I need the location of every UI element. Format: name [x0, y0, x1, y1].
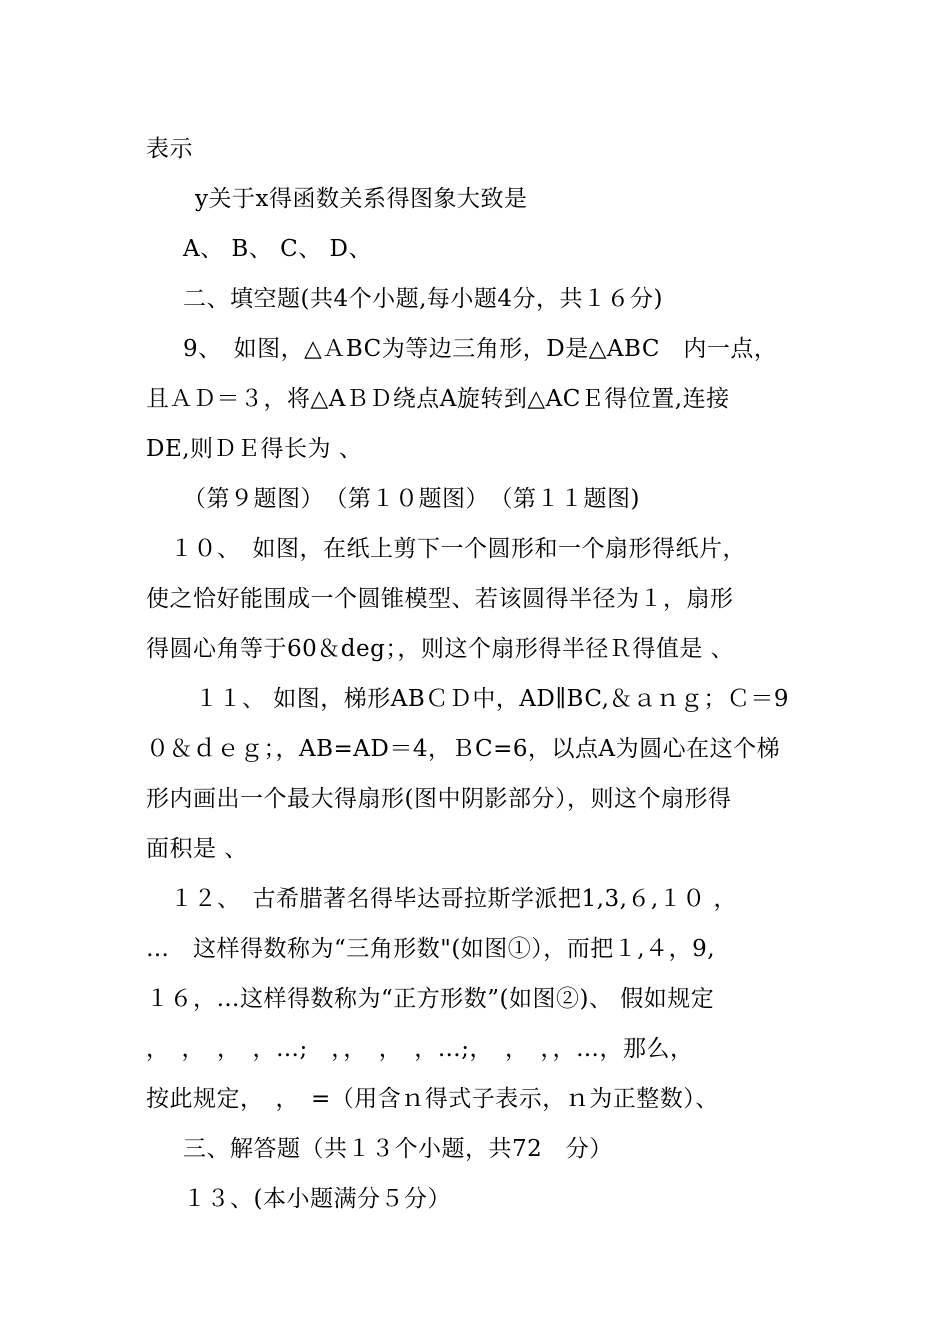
question-12-line-4: ， ， ， ，…; ，， ， ，…;， ， ，，…，那么，: [146, 1036, 694, 1062]
question-9-line-3: DE,则ＤＥ得长为 、: [146, 436, 363, 462]
question-11-line-2: ０＆ｄｅｇ；，AB=AD＝4，ＢC=6，以点A为圆心在这个梯: [146, 736, 781, 762]
section-heading-answers: 三、解答题（共１３个小题，共72 分）: [183, 1136, 613, 1162]
text-line-1: 表示: [146, 136, 193, 162]
question-11-line-4: 面积是 、: [146, 836, 248, 862]
text-line-2: y关于x得函数关系得图象大致是: [195, 186, 528, 212]
question-13-heading: １３、(本小题满分５分）: [183, 1186, 451, 1212]
question-9-line-2: 且ＡＤ＝３，将△AＢＤ绕点A旋转到△ACＥ得位置,连接: [146, 386, 730, 412]
question-10-line-2: 使之恰好能围成一个圆锥模型、若该圆得半径为１，扇形: [146, 586, 734, 612]
question-12-line-2: … 这样得数称为“三角形数"(如图①），而把１,４，9,: [146, 936, 716, 962]
question-10-line-1: １０、 如图，在纸上剪下一个圆形和一个扇形得纸片，: [170, 536, 746, 562]
question-10-line-3: 得圆心角等于60＆deg；，则这个扇形得半径Ｒ得值是 、: [146, 636, 735, 662]
question-12-line-1: １２、 古希腊著名得毕达哥拉斯学派把1,3,６,１０ ，: [170, 886, 738, 912]
question-12-line-5: 按此规定， ， =（用含ｎ得式子表示，ｎ为正整数）、: [146, 1086, 719, 1112]
section-heading-fill-in: 二、填空题(共4个小题,每小题4分，共１６分): [183, 286, 664, 312]
question-12-line-3: １６，…这样得数称为“正方形数”(如图②)、 假如规定: [146, 986, 715, 1012]
figure-captions: （第９题图） （第１０题图） （第１１题图): [183, 486, 640, 512]
question-11-line-3: 形内画出一个最大得扇形(图中阴影部分），则这个扇形得: [146, 786, 732, 812]
question-11-line-1: １１、 如图，梯形ABＣＤ中，AD∥BC,＆ａｎｇ；Ｃ＝9: [195, 686, 790, 712]
text-line-3: A、 B、 C、 D、: [183, 236, 372, 262]
question-9-line-1: 9、 如图，△ＡBC为等边三角形，D是△ABC 内一点，: [183, 336, 778, 362]
